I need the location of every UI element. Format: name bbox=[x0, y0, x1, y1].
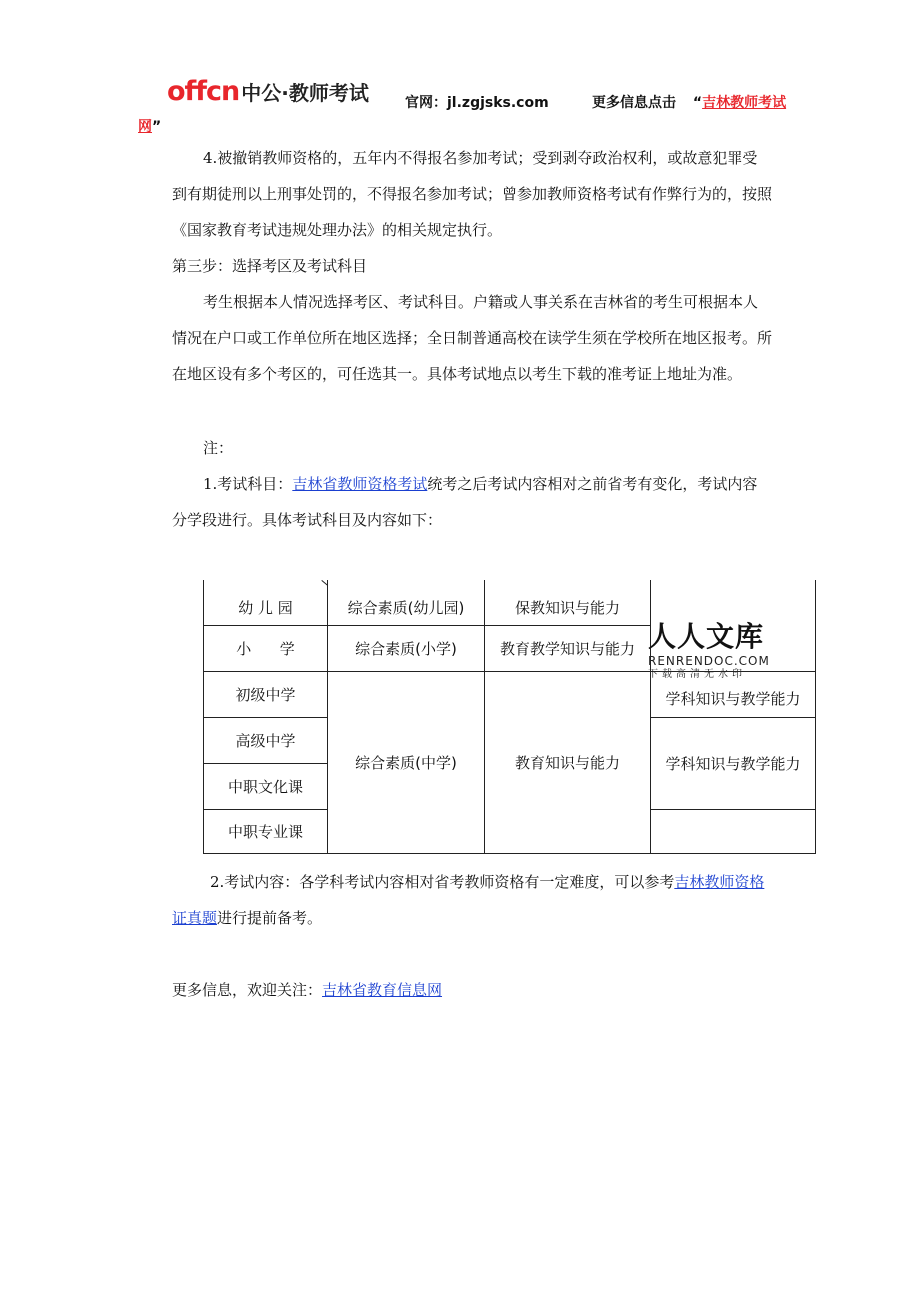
jilin-education-info-link[interactable]: 吉林省教育信息网 bbox=[322, 981, 443, 999]
logo-brand: 中公·教师考试 bbox=[241, 81, 369, 105]
subject2-secondary: 教育知识与能力 bbox=[514, 754, 620, 772]
note-label bbox=[172, 430, 772, 466]
more-info-footer bbox=[172, 972, 772, 1008]
note1-prefix: 1.考试科目： bbox=[203, 475, 293, 493]
jilin-teacher-exam-link[interactable]: 吉林教师考试 bbox=[702, 95, 787, 111]
level-vocational-professional: 中职专业课 bbox=[227, 823, 303, 841]
more-info bbox=[592, 94, 786, 112]
subject3-senior: 学科知识与教学能力 bbox=[665, 755, 801, 773]
note-2 bbox=[172, 864, 772, 936]
level-primary: 小 学 bbox=[236, 640, 295, 658]
step3-title-text: 第三步：选择考区及考试科目 bbox=[172, 257, 368, 275]
offcn-logo bbox=[167, 78, 369, 106]
watermark-title: 人人文库 bbox=[648, 620, 765, 653]
step3-title bbox=[172, 248, 772, 284]
logo-mark: offcn bbox=[167, 76, 240, 107]
level-vocational-culture: 中职文化课 bbox=[227, 778, 303, 796]
close-quote: ” bbox=[152, 119, 162, 135]
open-quote: “ bbox=[692, 95, 703, 111]
subject2-primary: 教育教学知识与能力 bbox=[499, 640, 635, 658]
rule-4 bbox=[172, 140, 772, 248]
level-kindergarten: 幼 儿 园 bbox=[238, 598, 293, 617]
watermark-url: RENRENDOC.COM bbox=[648, 654, 770, 668]
level-senior-middle: 高级中学 bbox=[235, 732, 296, 750]
jilin-teacher-qualification-link[interactable]: 吉林省教师资格考试 bbox=[292, 475, 428, 493]
subject1-kindergarten: 综合素质(幼儿园) bbox=[347, 598, 465, 617]
step3-paragraph bbox=[172, 284, 772, 392]
more-prefix: 更多信息，欢迎关注： bbox=[172, 981, 323, 999]
note2-suffix: 进行提前备考。 bbox=[217, 909, 323, 927]
subject2-kindergarten: 保教知识与能力 bbox=[514, 598, 620, 617]
jilin-teacher-exam-papers-link[interactable]: 吉林教师资格证真题 bbox=[172, 873, 765, 927]
watermark-subtitle: 下载高清无水印 bbox=[648, 669, 746, 680]
official-site: 官网：jl.zgjsks.com bbox=[405, 95, 549, 111]
step3-text: 考生根据本人情况选择考区、考试科目。户籍或人事关系在吉林省的考生可根据本人情况在户口或工作单位所在地区选择；全日制普通高校在读学生须在学校所在地区报考。所在地区设有多个考区的，可任选其一。具体考试地点以考生下载的准考证上地址为准。 bbox=[172, 293, 773, 383]
note-label-text: 注： bbox=[203, 439, 234, 457]
rule-4-text: 4.被撤销教师资格的，五年内不得报名参加考试；受到剥夺政治权利，或故意犯罪受到有期徒刑以上刑事处罚的，不得报名参加考试；曾参加教师资格考试有作弊行为的，按照《国家教育考试违规处理办法》的相关规定执行。 bbox=[172, 149, 773, 239]
level-junior-middle: 初级中学 bbox=[235, 686, 296, 704]
renrendoc-watermark bbox=[648, 620, 772, 681]
jilin-teacher-exam-link-cont[interactable]: 网 bbox=[138, 119, 152, 135]
subject3-junior: 学科知识与教学能力 bbox=[665, 690, 801, 708]
note-1 bbox=[172, 466, 772, 538]
subject1-primary: 综合素质(小学) bbox=[355, 640, 457, 658]
more-info-prefix: 更多信息点击 bbox=[592, 95, 676, 111]
subject1-secondary: 综合素质(中学) bbox=[355, 754, 457, 772]
note2-prefix: 2.考试内容：各学科考试内容相对省考教师资格有一定难度，可以参考 bbox=[210, 873, 675, 891]
more-info-wrap bbox=[138, 119, 161, 135]
note1-suffix: 统考之后考试内容相对之前省考有变化，考试内容分学段进行。具体考试科目及内容如下： bbox=[172, 475, 758, 529]
